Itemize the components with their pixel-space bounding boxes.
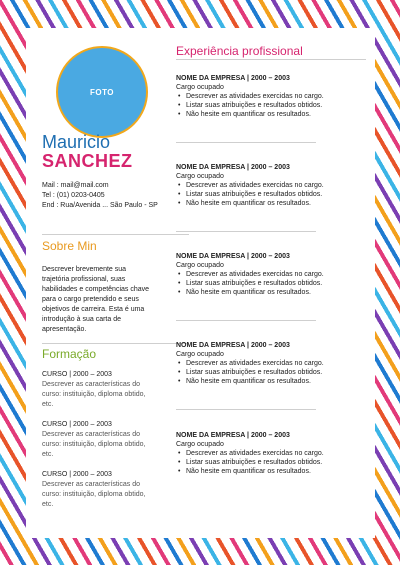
job-bullet: • Listar suas atribuições e resultados obtidos. bbox=[186, 368, 366, 377]
job-company: NOME DA EMPRESA | 2000 – 2003 bbox=[176, 253, 290, 260]
education-description: Descrever as características do curso: instituição, diploma obtido, etc. bbox=[42, 381, 146, 408]
job-entry bbox=[176, 341, 366, 386]
job-role: Cargo ocupado bbox=[176, 441, 224, 448]
job-role: Cargo ocupado bbox=[176, 84, 224, 91]
section-divider bbox=[176, 59, 366, 60]
job-entry bbox=[176, 431, 366, 476]
job-bullet: • Descrever as atividades exercidas no cargo. bbox=[186, 181, 366, 190]
job-bullet: • Listar suas atribuições e resultados obtidos. bbox=[186, 101, 366, 110]
about-title: Sobre Min bbox=[42, 239, 97, 253]
job-company: NOME DA EMPRESA | 2000 – 2003 bbox=[176, 164, 290, 171]
job-entry bbox=[176, 163, 366, 208]
photo-placeholder bbox=[56, 46, 148, 138]
job-divider bbox=[176, 231, 316, 232]
photo-label: FOTO bbox=[89, 87, 115, 97]
job-bullet: • Descrever as atividades exercidas no cargo. bbox=[186, 449, 366, 458]
job-bullets bbox=[176, 270, 366, 297]
job-bullet: • Não hesite em quantificar os resultados. bbox=[186, 377, 366, 386]
contact-mail: Mail : mail@mail.com bbox=[42, 182, 109, 189]
job-company: NOME DA EMPRESA | 2000 – 2003 bbox=[176, 75, 290, 82]
job-divider bbox=[176, 320, 316, 321]
job-entry bbox=[176, 252, 366, 297]
job-bullets bbox=[176, 449, 366, 476]
about-text: Descrever brevemente sua trajetória profissional, suas habilidades e competências chave para o cargo pretendido e seus objetivos de carreira. Esta é uma introdução à sua carta de apresentação. bbox=[42, 266, 150, 333]
contact-tel: Tel : (01) 0203-0405 bbox=[42, 192, 105, 199]
job-bullet: • Descrever as atividades exercidas no cargo. bbox=[186, 359, 366, 368]
experience-title: Experiência profissional bbox=[176, 44, 303, 58]
job-bullet: • Não hesite em quantificar os resultados. bbox=[186, 199, 366, 208]
section-divider bbox=[42, 234, 189, 235]
first-name: Mauricio bbox=[42, 132, 111, 152]
job-bullet: • Não hesite em quantificar os resultados. bbox=[186, 288, 366, 297]
job-company: NOME DA EMPRESA | 2000 – 2003 bbox=[176, 432, 290, 439]
education-course: CURSO | 2000 – 2003 bbox=[42, 421, 112, 428]
job-bullet: • Listar suas atribuições e resultados obtidos. bbox=[186, 458, 366, 467]
job-company: NOME DA EMPRESA | 2000 – 2003 bbox=[176, 342, 290, 349]
job-entry bbox=[176, 74, 366, 119]
job-role: Cargo ocupado bbox=[176, 262, 224, 269]
job-bullet: • Descrever as atividades exercidas no cargo. bbox=[186, 92, 366, 101]
education-item bbox=[42, 370, 154, 410]
contact-block bbox=[42, 181, 158, 211]
education-description: Descrever as características do curso: instituição, diploma obtido, etc. bbox=[42, 481, 146, 508]
contact-address: End : Rua/Avenida ... São Paulo - SP bbox=[42, 202, 158, 209]
job-bullet: • Descrever as atividades exercidas no cargo. bbox=[186, 270, 366, 279]
right-column bbox=[176, 44, 366, 475]
last-name: SANCHEZ bbox=[42, 151, 133, 171]
education-course: CURSO | 2000 – 2003 bbox=[42, 371, 112, 378]
job-bullet: • Não hesite em quantificar os resultados. bbox=[186, 110, 366, 119]
job-bullets bbox=[176, 181, 366, 208]
job-bullets bbox=[176, 92, 366, 119]
job-divider bbox=[176, 142, 316, 143]
job-bullet: • Listar suas atribuições e resultados obtidos. bbox=[186, 279, 366, 288]
education-item bbox=[42, 420, 154, 460]
job-bullet: • Listar suas atribuições e resultados obtidos. bbox=[186, 190, 366, 199]
job-role: Cargo ocupado bbox=[176, 173, 224, 180]
job-role: Cargo ocupado bbox=[176, 351, 224, 358]
education-title: Formação bbox=[42, 347, 97, 361]
job-divider bbox=[176, 409, 316, 410]
job-bullet: • Não hesite em quantificar os resultados. bbox=[186, 467, 366, 476]
education-description: Descrever as características do curso: instituição, diploma obtido, etc. bbox=[42, 431, 146, 458]
education-item bbox=[42, 470, 154, 510]
section-divider bbox=[42, 343, 189, 344]
job-bullets bbox=[176, 359, 366, 386]
resume-sheet bbox=[26, 28, 375, 538]
education-course: CURSO | 2000 – 2003 bbox=[42, 471, 112, 478]
